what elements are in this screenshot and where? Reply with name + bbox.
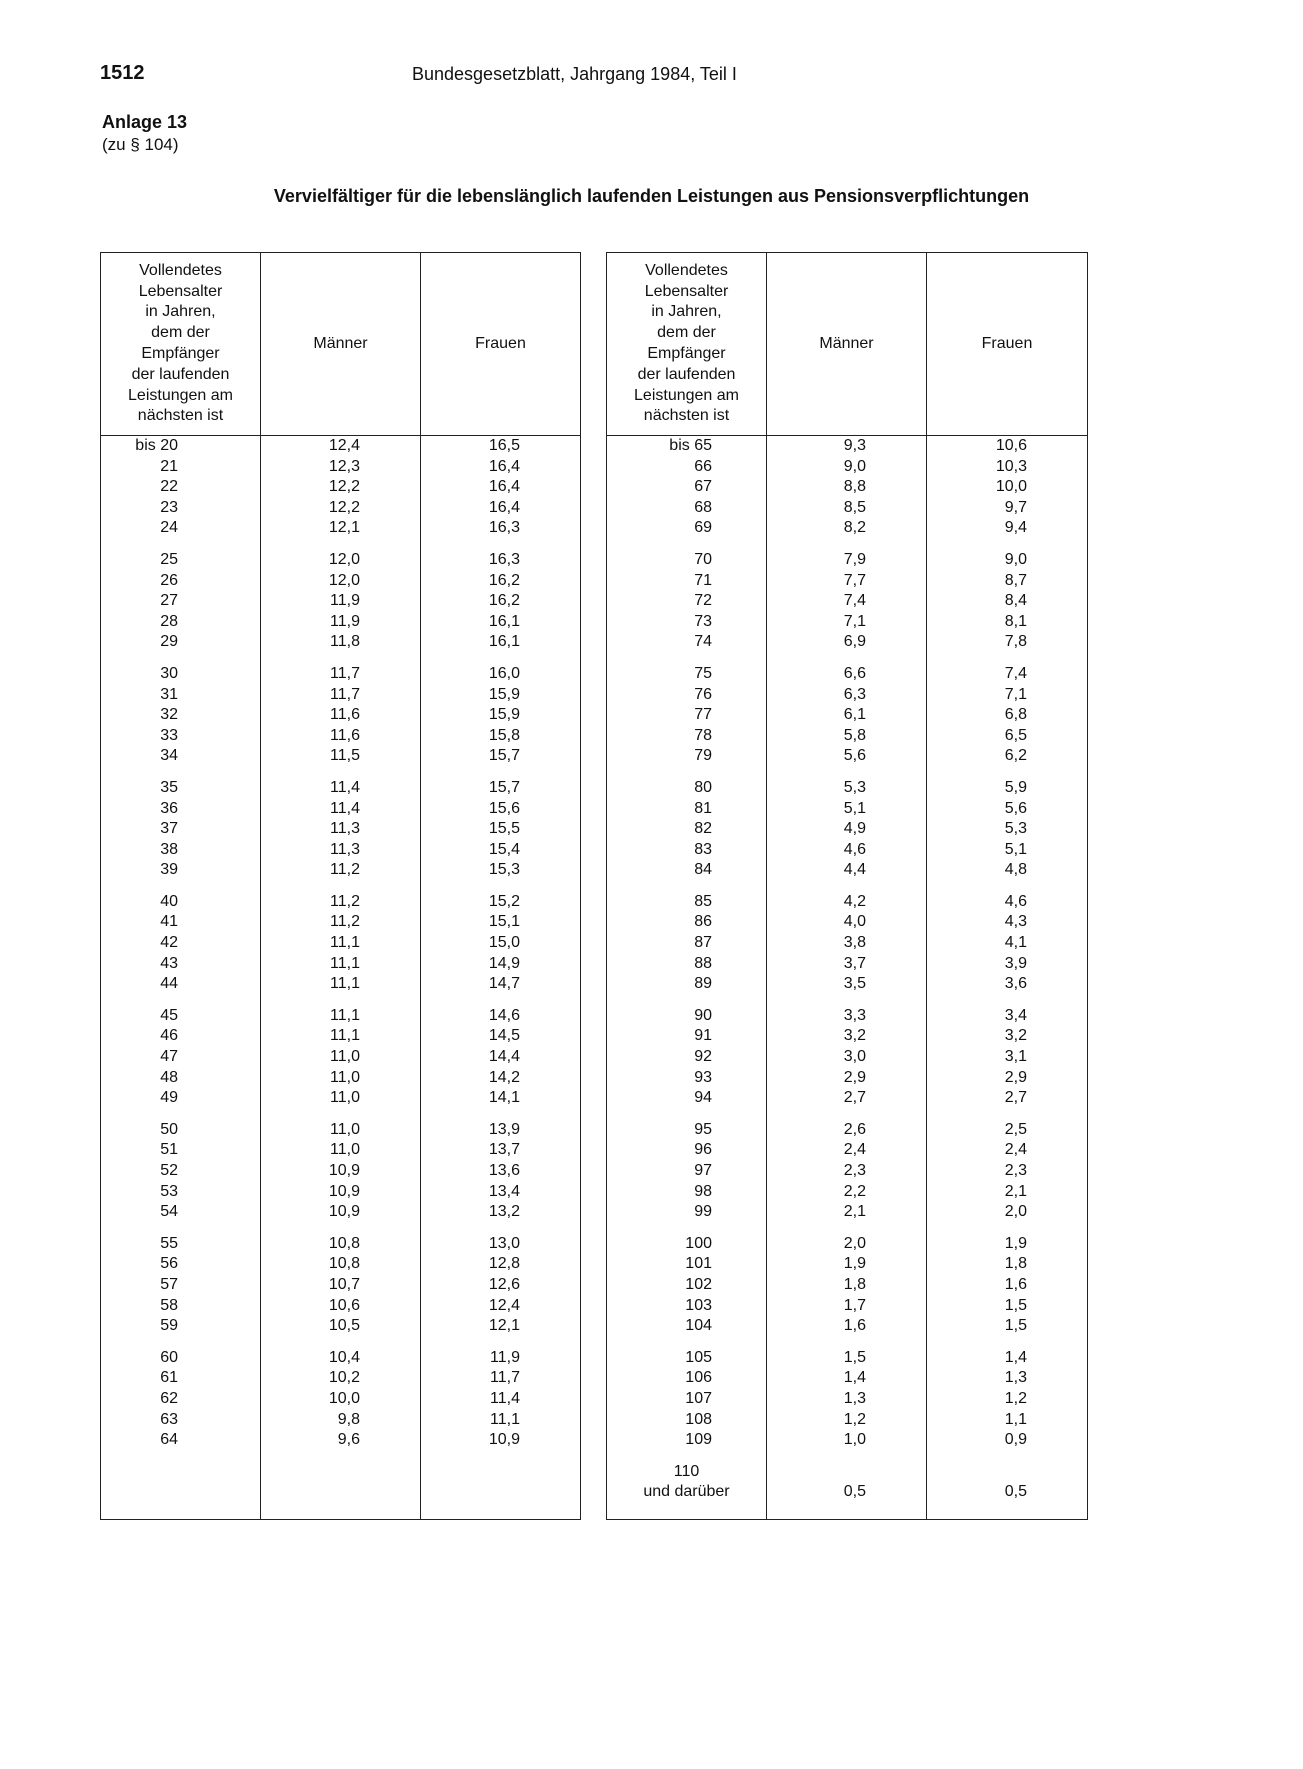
women-factor: 14,5 <box>488 1027 520 1045</box>
age-value: 59 <box>160 1317 178 1335</box>
men-factor: 7,7 <box>843 571 866 589</box>
age-column <box>607 436 767 1520</box>
age-value: 97 <box>694 1162 712 1179</box>
anlage-label: Anlage 13 <box>102 112 188 132</box>
men-factor: 3,5 <box>843 975 866 993</box>
age-value: 22 <box>160 478 178 496</box>
women-factor: 13,7 <box>488 1141 520 1159</box>
column-header-men: Männer <box>767 253 927 436</box>
men-factor: 5,8 <box>843 726 866 744</box>
running-title: Bundesgesetzblatt, Jahrgang 1984, Teil I <box>412 64 737 84</box>
men-factor: 11,3 <box>330 840 360 858</box>
men-factor: 3,7 <box>843 954 866 972</box>
age-value: 46 <box>160 1027 178 1045</box>
age-value: 50 <box>160 1120 178 1138</box>
men-factor: 5,6 <box>843 747 866 765</box>
age-value: 31 <box>160 685 178 703</box>
women-factor: 16,2 <box>488 592 520 610</box>
men-factor: 10,4 <box>328 1348 360 1366</box>
age-value: 45 <box>160 1006 178 1024</box>
column-header-women: Frauen <box>421 253 581 436</box>
age-value: 55 <box>160 1234 178 1252</box>
men-factor: 6,9 <box>843 633 866 651</box>
age-value: 69 <box>694 519 712 537</box>
age-value: 23 <box>160 498 178 516</box>
men-factor: 10,9 <box>328 1162 360 1179</box>
women-factor: 15,4 <box>488 840 520 858</box>
section-reference: (zu § 104) <box>102 135 179 154</box>
men-factor: 4,9 <box>843 820 866 838</box>
women-factor: 11,1 <box>490 1410 520 1428</box>
women-factor: 9,4 <box>1004 519 1027 537</box>
men-factor: 10,9 <box>328 1182 360 1200</box>
men-factor: 2,3 <box>843 1162 866 1179</box>
women-factor: 2,4 <box>1004 1141 1027 1159</box>
men-factor: 1,8 <box>843 1275 866 1293</box>
women-factor: 9,7 <box>1004 498 1027 516</box>
men-factor: 6,1 <box>843 706 866 724</box>
men-factor: 11,4 <box>330 799 360 817</box>
age-value: 56 <box>160 1255 178 1273</box>
women-factor: 16,4 <box>488 478 520 496</box>
age-value: 28 <box>160 612 178 630</box>
men-factor: 3,2 <box>843 1027 866 1045</box>
age-value: 89 <box>694 975 712 993</box>
women-factor: 1,2 <box>1004 1389 1027 1407</box>
women-factor: 3,9 <box>1004 954 1027 972</box>
women-factor: 15,1 <box>488 913 520 931</box>
men-factor: 5,1 <box>843 799 866 817</box>
men-factor: 11,1 <box>330 954 360 972</box>
women-factor: 13,0 <box>488 1234 520 1252</box>
women-factor: 8,7 <box>1004 571 1027 589</box>
men-factor: 11,1 <box>330 1027 360 1045</box>
women-factor: 13,2 <box>488 1203 520 1221</box>
age-value: 109 <box>685 1431 712 1449</box>
age-value: 47 <box>160 1048 178 1066</box>
column-header-men: Männer <box>261 253 421 436</box>
women-factor: 1,5 <box>1004 1317 1027 1335</box>
men-factor: 11,1 <box>330 975 360 993</box>
men-factor: 11,0 <box>330 1120 360 1138</box>
men-factor: 1,7 <box>843 1296 866 1314</box>
women-factor: 1,8 <box>1004 1255 1027 1273</box>
men-factor: 2,9 <box>843 1068 866 1086</box>
age-value: 61 <box>160 1369 178 1387</box>
age-value: 75 <box>694 664 712 682</box>
age-value: 104 <box>685 1317 712 1335</box>
age-value: 40 <box>160 892 178 910</box>
men-factor: 2,2 <box>843 1182 866 1200</box>
men-factor: 12,0 <box>328 571 360 589</box>
women-factor: 2,1 <box>1004 1182 1027 1200</box>
age-value: 95 <box>694 1120 712 1138</box>
men-factor: 2,0 <box>843 1234 866 1252</box>
age-value: 48 <box>160 1068 178 1086</box>
women-factor: 15,6 <box>488 799 520 817</box>
women-factor: 11,9 <box>490 1348 520 1366</box>
women-factor: 16,1 <box>488 612 520 630</box>
men-factor: 11,7 <box>330 664 360 682</box>
men-factor: 12,2 <box>328 498 360 516</box>
age-value: 103 <box>685 1296 712 1314</box>
age-value: 51 <box>160 1141 178 1159</box>
age-value: 88 <box>694 954 712 972</box>
women-factor: 15,3 <box>488 861 520 879</box>
age-value: bis 65 <box>669 437 712 454</box>
age-value: 60 <box>160 1348 178 1366</box>
women-factor: 12,4 <box>488 1296 520 1314</box>
age-value: 110 <box>673 1462 700 1480</box>
men-column <box>261 436 421 1520</box>
men-factor: 6,6 <box>843 664 866 682</box>
age-value: 98 <box>694 1182 712 1200</box>
men-factor: 7,9 <box>843 550 866 568</box>
women-factor: 14,7 <box>488 975 520 993</box>
men-factor: 11,0 <box>330 1141 360 1159</box>
men-factor: 8,2 <box>843 519 866 537</box>
women-factor: 2,0 <box>1004 1203 1027 1221</box>
age-value: 35 <box>160 778 178 796</box>
age-value: 54 <box>160 1203 178 1221</box>
women-factor: 15,8 <box>488 726 520 744</box>
men-factor: 12,3 <box>328 457 360 475</box>
women-factor: 14,9 <box>488 954 520 972</box>
men-factor: 3,3 <box>843 1006 866 1024</box>
column-header-women: Frauen <box>927 253 1088 436</box>
women-factor: 5,3 <box>1004 820 1027 838</box>
men-factor: 0,5 <box>843 1483 866 1501</box>
women-factor: 14,2 <box>488 1068 520 1086</box>
men-factor: 6,3 <box>843 685 866 703</box>
age-value: 42 <box>160 934 178 952</box>
age-value: 85 <box>694 892 712 910</box>
age-value: 38 <box>160 840 178 858</box>
men-factor: 8,5 <box>843 498 866 516</box>
women-factor: 15,0 <box>488 934 520 952</box>
men-factor: 4,2 <box>843 892 866 910</box>
men-factor: 12,0 <box>328 550 360 568</box>
women-factor: 10,3 <box>995 457 1027 475</box>
women-factor: 9,0 <box>1004 550 1027 568</box>
men-factor: 11,0 <box>330 1048 360 1066</box>
men-factor: 11,2 <box>330 861 360 879</box>
age-value: 87 <box>694 934 712 952</box>
age-column <box>101 436 261 1520</box>
age-value: und darüber <box>643 1483 730 1501</box>
age-value: 67 <box>694 478 712 496</box>
women-factor: 7,4 <box>1004 664 1027 682</box>
women-factor: 1,9 <box>1004 1234 1027 1252</box>
men-factor: 10,0 <box>328 1389 360 1407</box>
men-factor: 10,8 <box>328 1255 360 1273</box>
age-value: 99 <box>694 1203 712 1221</box>
men-factor: 9,8 <box>337 1410 360 1428</box>
men-factor: 11,9 <box>330 592 360 610</box>
men-factor: 1,4 <box>843 1369 866 1387</box>
age-value: 53 <box>160 1182 178 1200</box>
women-factor: 7,1 <box>1004 685 1027 703</box>
men-factor: 11,5 <box>330 747 360 765</box>
age-value: bis 20 <box>135 437 178 454</box>
age-value: 41 <box>160 913 178 931</box>
women-factor: 16,4 <box>488 498 520 516</box>
men-factor: 10,9 <box>328 1203 360 1221</box>
women-factor: 5,9 <box>1004 778 1027 796</box>
age-value: 102 <box>685 1275 712 1293</box>
women-factor: 2,9 <box>1004 1068 1027 1086</box>
women-column <box>421 436 581 1520</box>
women-factor: 10,9 <box>488 1431 520 1449</box>
women-factor: 11,7 <box>490 1369 520 1387</box>
women-factor: 10,6 <box>995 437 1027 454</box>
age-value: 92 <box>694 1048 712 1066</box>
women-factor: 3,1 <box>1004 1048 1027 1066</box>
women-factor: 15,9 <box>488 685 520 703</box>
women-factor: 13,9 <box>488 1120 520 1138</box>
men-factor: 1,9 <box>843 1255 866 1273</box>
men-factor: 1,3 <box>843 1389 866 1407</box>
women-factor: 16,2 <box>488 571 520 589</box>
men-factor: 3,8 <box>843 934 866 952</box>
women-factor: 12,6 <box>488 1275 520 1293</box>
age-value: 33 <box>160 726 178 744</box>
men-factor: 9,3 <box>843 437 866 454</box>
women-factor: 2,7 <box>1004 1089 1027 1107</box>
age-value: 82 <box>694 820 712 838</box>
age-value: 94 <box>694 1089 712 1107</box>
age-value: 57 <box>160 1275 178 1293</box>
men-factor: 10,5 <box>328 1317 360 1335</box>
age-value: 44 <box>160 975 178 993</box>
age-value: 108 <box>685 1410 712 1428</box>
women-factor: 8,1 <box>1004 612 1027 630</box>
men-factor: 11,4 <box>330 778 360 796</box>
women-factor: 8,4 <box>1004 592 1027 610</box>
age-value: 76 <box>694 685 712 703</box>
women-factor: 1,5 <box>1004 1296 1027 1314</box>
men-factor: 2,7 <box>843 1089 866 1107</box>
women-factor: 11,4 <box>490 1389 520 1407</box>
men-factor: 11,2 <box>330 913 360 931</box>
men-factor: 1,5 <box>843 1348 866 1366</box>
men-factor: 10,6 <box>328 1296 360 1314</box>
men-factor: 12,1 <box>328 519 360 537</box>
women-factor: 4,3 <box>1004 913 1027 931</box>
age-value: 29 <box>160 633 178 651</box>
age-value: 73 <box>694 612 712 630</box>
women-factor: 6,8 <box>1004 706 1027 724</box>
age-value: 70 <box>694 550 712 568</box>
age-value: 101 <box>685 1255 712 1273</box>
age-value: 34 <box>160 747 178 765</box>
age-value: 52 <box>160 1162 178 1179</box>
age-value: 37 <box>160 820 178 838</box>
women-factor: 14,6 <box>488 1006 520 1024</box>
women-factor: 12,1 <box>488 1317 520 1335</box>
age-value: 27 <box>160 592 178 610</box>
age-value: 100 <box>685 1234 712 1252</box>
age-value: 91 <box>694 1027 712 1045</box>
age-value: 30 <box>160 664 178 682</box>
men-factor: 11,3 <box>330 820 360 838</box>
age-value: 107 <box>685 1389 712 1407</box>
men-factor: 5,3 <box>843 778 866 796</box>
women-factor: 6,2 <box>1004 747 1027 765</box>
men-factor: 1,6 <box>843 1317 866 1335</box>
age-value: 21 <box>160 457 178 475</box>
men-factor: 12,2 <box>328 478 360 496</box>
age-value: 84 <box>694 861 712 879</box>
women-factor: 2,3 <box>1004 1162 1027 1179</box>
men-factor: 11,6 <box>330 726 360 744</box>
men-factor: 4,4 <box>843 861 866 879</box>
women-factor: 3,2 <box>1004 1027 1027 1045</box>
women-factor: 4,6 <box>1004 892 1027 910</box>
women-factor: 14,1 <box>488 1089 520 1107</box>
women-factor: 16,1 <box>488 633 520 651</box>
age-value: 71 <box>694 571 712 589</box>
men-factor: 3,0 <box>843 1048 866 1066</box>
men-factor: 12,4 <box>328 437 360 454</box>
women-factor: 4,8 <box>1004 861 1027 879</box>
men-factor: 4,0 <box>843 913 866 931</box>
men-factor: 7,1 <box>843 612 866 630</box>
women-factor: 15,2 <box>488 892 520 910</box>
women-column <box>927 436 1088 1520</box>
age-value: 74 <box>694 633 712 651</box>
women-factor: 1,3 <box>1004 1369 1027 1387</box>
women-factor: 16,3 <box>488 550 520 568</box>
women-factor: 1,6 <box>1004 1275 1027 1293</box>
women-factor: 13,6 <box>488 1162 520 1179</box>
age-value: 79 <box>694 747 712 765</box>
women-factor: 5,6 <box>1004 799 1027 817</box>
women-factor: 6,5 <box>1004 726 1027 744</box>
age-value: 62 <box>160 1389 178 1407</box>
men-factor: 11,8 <box>330 633 360 651</box>
age-value: 26 <box>160 571 178 589</box>
age-value: 105 <box>685 1348 712 1366</box>
age-value: 81 <box>694 799 712 817</box>
men-column <box>767 436 927 1520</box>
women-factor: 4,1 <box>1004 934 1027 952</box>
women-factor: 16,3 <box>488 519 520 537</box>
age-value: 96 <box>694 1141 712 1159</box>
women-factor: 7,8 <box>1004 633 1027 651</box>
age-value: 93 <box>694 1068 712 1086</box>
age-value: 63 <box>160 1410 178 1428</box>
age-value: 86 <box>694 913 712 931</box>
column-header-age: Vollendetes Lebensalter in Jahren, dem der Empfänger der laufenden Leistungen am nächsten ist <box>607 253 767 436</box>
men-factor: 10,8 <box>328 1234 360 1252</box>
factor-table-left <box>100 252 581 1520</box>
age-value: 25 <box>160 550 178 568</box>
age-value: 72 <box>694 592 712 610</box>
women-factor: 5,1 <box>1004 840 1027 858</box>
men-factor: 11,6 <box>330 706 360 724</box>
men-factor: 11,0 <box>330 1089 360 1107</box>
age-value: 24 <box>160 519 178 537</box>
women-factor: 16,0 <box>488 664 520 682</box>
women-factor: 1,4 <box>1004 1348 1027 1366</box>
women-factor: 16,4 <box>488 457 520 475</box>
men-factor: 8,8 <box>843 478 866 496</box>
age-value: 80 <box>694 778 712 796</box>
age-value: 49 <box>160 1089 178 1107</box>
factor-table-right <box>606 252 1088 1520</box>
women-factor: 15,7 <box>488 747 520 765</box>
women-factor: 2,5 <box>1004 1120 1027 1138</box>
age-value: 64 <box>160 1431 178 1449</box>
men-factor: 10,7 <box>328 1275 360 1293</box>
age-value: 106 <box>685 1369 712 1387</box>
women-factor: 3,4 <box>1004 1006 1027 1024</box>
men-factor: 2,4 <box>843 1141 866 1159</box>
men-factor: 9,0 <box>843 457 866 475</box>
women-factor: 10,0 <box>995 478 1027 496</box>
men-factor: 4,6 <box>843 840 866 858</box>
document-title: Vervielfältiger für die lebenslänglich laufenden Leistungen aus Pensionsverpflichtungen <box>273 186 1030 206</box>
men-factor: 11,1 <box>330 1006 360 1024</box>
women-factor: 13,4 <box>488 1182 520 1200</box>
women-factor: 0,5 <box>1004 1483 1027 1501</box>
age-value: 78 <box>694 726 712 744</box>
age-value: 36 <box>160 799 178 817</box>
age-value: 68 <box>694 498 712 516</box>
men-factor: 1,0 <box>843 1431 866 1449</box>
men-factor: 1,2 <box>843 1410 866 1428</box>
age-value: 58 <box>160 1296 178 1314</box>
men-factor: 11,1 <box>330 934 360 952</box>
page-number: 1512 <box>100 62 145 84</box>
women-factor: 15,9 <box>488 706 520 724</box>
women-factor: 14,4 <box>488 1048 520 1066</box>
men-factor: 2,1 <box>843 1203 866 1221</box>
men-factor: 11,7 <box>330 685 360 703</box>
men-factor: 2,6 <box>843 1120 866 1138</box>
women-factor: 1,1 <box>1004 1410 1027 1428</box>
men-factor: 10,2 <box>328 1369 360 1387</box>
age-value: 39 <box>160 861 178 879</box>
women-factor: 12,8 <box>488 1255 520 1273</box>
age-value: 77 <box>694 706 712 724</box>
age-value: 66 <box>694 457 712 475</box>
age-value: 83 <box>694 840 712 858</box>
age-value: 43 <box>160 954 178 972</box>
women-factor: 15,5 <box>488 820 520 838</box>
age-value: 90 <box>694 1006 712 1024</box>
women-factor: 3,6 <box>1004 975 1027 993</box>
column-header-age: Vollendetes Lebensalter in Jahren, dem der Empfänger der laufenden Leistungen am nächsten ist <box>101 253 261 436</box>
women-factor: 0,9 <box>1004 1431 1027 1449</box>
men-factor: 11,2 <box>330 892 360 910</box>
women-factor: 15,7 <box>488 778 520 796</box>
men-factor: 11,9 <box>330 612 360 630</box>
women-factor: 16,5 <box>488 437 520 454</box>
men-factor: 9,6 <box>337 1431 360 1449</box>
men-factor: 7,4 <box>843 592 866 610</box>
age-value: 32 <box>160 706 178 724</box>
men-factor: 11,0 <box>330 1068 360 1086</box>
